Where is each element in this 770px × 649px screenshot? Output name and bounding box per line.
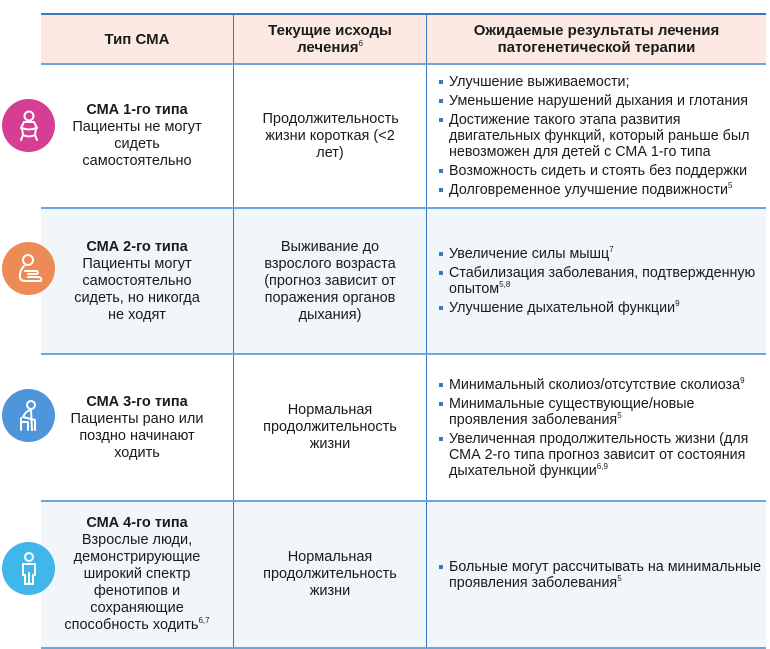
table-row bbox=[41, 209, 766, 355]
expected-result-item bbox=[439, 559, 766, 591]
sma-type-text bbox=[67, 102, 207, 170]
expected-results-list bbox=[439, 246, 766, 316]
expected-result-text: Увеличение силы мышц bbox=[449, 246, 610, 262]
expected-result-text: Увеличенная продолжительность жизни (для СМА 2-го типа прогноз зависит от состояния дыхательной функции bbox=[449, 430, 749, 479]
expected-result-item bbox=[439, 396, 766, 428]
sma-type-desc bbox=[67, 119, 207, 170]
expected-results-cell bbox=[427, 502, 766, 647]
expected-result-text: Достижение такого этапа развития двигательных функций, который раньше был невозможен для детей с СМА 1-го типа bbox=[449, 112, 750, 160]
footnote-ref: 5 bbox=[617, 573, 622, 583]
current-outcome-cell bbox=[234, 65, 427, 207]
expected-result-text: Стабилизация заболевания, подтвержденную опытом bbox=[449, 265, 756, 297]
sma-type-cell bbox=[41, 209, 234, 353]
sma-type-desc-text: Пациенты не могут сидеть самостоятельно bbox=[72, 119, 202, 169]
table-row bbox=[41, 502, 766, 649]
sma-type-title: СМА 1-го типа bbox=[86, 102, 188, 118]
current-outcome-cell bbox=[234, 355, 427, 500]
expected-results-cell bbox=[427, 65, 766, 207]
expected-result-item bbox=[439, 246, 766, 262]
expected-result-item bbox=[439, 265, 766, 297]
expected-results-list bbox=[439, 377, 766, 479]
expected-result-item bbox=[439, 182, 766, 198]
adult-person-icon bbox=[2, 542, 55, 595]
footnote-ref: 6,7 bbox=[198, 616, 210, 626]
sma-type-desc bbox=[62, 532, 212, 634]
sma-type-text bbox=[67, 394, 207, 462]
sitting-child-icon bbox=[2, 242, 55, 295]
sma-type-cell bbox=[41, 355, 234, 500]
sma-type-title: СМА 4-го типа bbox=[86, 515, 188, 531]
footnote-ref: 9 bbox=[740, 375, 745, 385]
footnote-ref: 5 bbox=[728, 181, 733, 191]
expected-result-text: Минимальный сколиоз/отсутствие сколиоза bbox=[449, 376, 741, 393]
sma-type-text bbox=[67, 239, 207, 324]
table-row bbox=[41, 65, 766, 209]
sma-type-desc bbox=[67, 256, 207, 324]
expected-result-item bbox=[439, 112, 766, 160]
expected-results-list bbox=[439, 74, 766, 198]
expected-result-item bbox=[439, 163, 766, 179]
expected-result-text: Улучшение дыхательной функции bbox=[449, 300, 676, 316]
current-outcome-text: Выживание до взрослого возраста (прогноз зависит от поражения органов дыхания) bbox=[264, 238, 396, 323]
expected-result-item bbox=[439, 300, 766, 316]
expected-result-item bbox=[439, 377, 766, 393]
sma-type-title: СМА 3-го типа bbox=[86, 393, 188, 410]
footnote-ref: 7 bbox=[609, 245, 614, 255]
header-current-outcomes-text: Текущие исходы лечения bbox=[268, 22, 392, 56]
sma-comparison-table bbox=[41, 13, 766, 649]
header-current-outcomes-label bbox=[265, 22, 395, 56]
header-expected-results-label: Ожидаемые результаты лечения патогенетической терапии bbox=[473, 22, 720, 56]
table-header bbox=[41, 15, 766, 65]
sma-type-desc bbox=[67, 411, 207, 462]
expected-result-text: Уменьшение нарушений дыхания и глотания bbox=[449, 93, 748, 109]
current-outcome-text: Нормальная продолжительность жизни bbox=[263, 549, 397, 599]
expected-result-item bbox=[439, 93, 766, 109]
sma-type-text bbox=[62, 515, 212, 634]
expected-result-item bbox=[439, 74, 766, 90]
footnote-ref: 6,9 bbox=[596, 461, 608, 471]
header-sma-type-label: Тип СМА bbox=[104, 30, 170, 48]
expected-results-cell bbox=[427, 355, 766, 500]
sma-type-title: СМА 2-го типа bbox=[86, 238, 188, 255]
sma-type-desc-text: Пациенты рано или поздно начинают ходить bbox=[70, 410, 204, 461]
current-outcome-text: Нормальная продолжительность жизни bbox=[263, 402, 397, 452]
footnote-ref: 5,8 bbox=[499, 280, 511, 290]
sma-type-cell bbox=[41, 65, 234, 207]
footnote-ref: 5 bbox=[617, 410, 622, 420]
expected-result-item bbox=[439, 431, 766, 479]
header-expected-results bbox=[427, 15, 766, 63]
expected-result-text: Возможность сидеть и стоять без поддержки bbox=[449, 163, 748, 179]
expected-results-list bbox=[439, 559, 766, 591]
footnote-ref: 6 bbox=[358, 39, 363, 48]
current-outcome-cell bbox=[234, 502, 427, 647]
current-outcome-text: Продолжительность жизни короткая (<2 лет) bbox=[262, 110, 399, 161]
sma-type-desc-text: Пациенты могут самостоятельно сидеть, но никогда не ходят bbox=[74, 255, 200, 323]
current-outcome-cell bbox=[234, 209, 427, 353]
header-sma-type bbox=[41, 15, 234, 63]
header-current-outcomes bbox=[234, 15, 427, 63]
infant-icon bbox=[2, 99, 55, 152]
expected-result-text: Долговременное улучшение подвижности bbox=[449, 182, 729, 198]
table-row bbox=[41, 355, 766, 502]
expected-results-cell bbox=[427, 209, 766, 353]
sma-type-cell bbox=[41, 502, 234, 647]
sma-type-desc-text: Взрослые люди, демонстрирующие широкий спектр фенотипов и сохраняющие способность ходить bbox=[64, 532, 201, 633]
walker-icon bbox=[2, 389, 55, 442]
expected-result-text: Минимальные существующие/новые проявления заболевания bbox=[449, 395, 695, 428]
expected-result-text: Больные могут рассчитывать на минимальные проявления заболевания bbox=[449, 558, 762, 591]
footnote-ref: 9 bbox=[675, 299, 680, 309]
expected-result-text: Улучшение выживаемости; bbox=[449, 74, 630, 90]
